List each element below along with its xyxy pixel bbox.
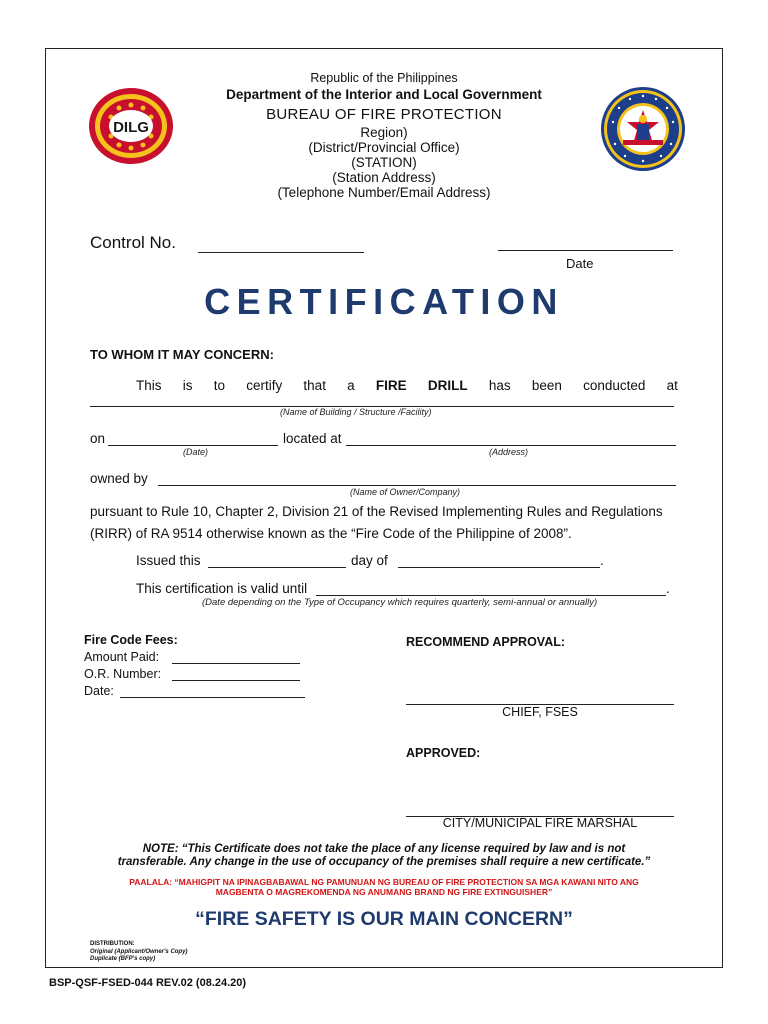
chief-signature-line[interactable] xyxy=(406,690,674,705)
recommend-approval-label: RECOMMEND APPROVAL: xyxy=(406,635,566,649)
amount-paid-label: Amount Paid: xyxy=(84,650,160,664)
address-field[interactable] xyxy=(346,432,676,446)
building-name-field[interactable] xyxy=(90,394,674,407)
period: . xyxy=(666,581,670,596)
header-department: Department of the Interior and Local Government xyxy=(226,87,542,102)
rirr-text: (RIRR) of RA 9514 otherwise known as the “Fire Code of the Philippine of 2008”. xyxy=(90,526,572,541)
owner-field[interactable] xyxy=(158,472,676,486)
paalala-line-1: PAALALA: “MAHIGPIT NA IPINAGBABAWAL NG PAMUNUAN NG BUREAU OF FIRE PROTECTION SA MGA KAWANI NITO ANG xyxy=(129,877,639,887)
word-drill: DRILL xyxy=(427,378,468,393)
fee-date-field[interactable] xyxy=(120,684,305,698)
pursuant-text: pursuant to Rule 10, Chapter 2, Division 21 of the Revised Implementing Rules and Regulations xyxy=(90,504,663,519)
valid-until-label: This certification is valid until xyxy=(136,581,308,596)
header-region: Region) xyxy=(360,125,408,140)
note-line-1: NOTE: “This Certificate does not take the place of any license required by law and is not xyxy=(142,843,626,855)
distribution-duplicate: Duplicate (BFP's copy) xyxy=(90,956,156,962)
word: a xyxy=(347,378,355,393)
distribution-original: Original (Applicant/Owner's Copy) xyxy=(90,949,188,955)
owned-by-label: owned by xyxy=(90,471,148,486)
slogan: “FIRE SAFETY IS OUR MAIN CONCERN” xyxy=(195,908,573,930)
header-bureau: BUREAU OF FIRE PROTECTION xyxy=(266,106,502,123)
valid-until-field[interactable] xyxy=(316,582,666,596)
approved-label: APPROVED: xyxy=(406,746,481,760)
word: conducted xyxy=(583,378,646,393)
building-caption: (Name of Building / Structure /Facility) xyxy=(280,407,432,417)
certify-line xyxy=(136,378,678,393)
note-line-2: transferable. Any change in the use of occupancy of the premises shall require a new certificate.” xyxy=(117,856,651,868)
marshal-title: CITY/MUNICIPAL FIRE MARSHAL xyxy=(442,816,638,830)
word: been xyxy=(531,378,562,393)
owner-caption: (Name of Owner/Company) xyxy=(350,487,461,497)
fee-date-label: Date: xyxy=(84,684,114,698)
on-label: on xyxy=(90,431,106,446)
header-contact: (Telephone Number/Email Address) xyxy=(277,185,491,200)
date-caption: (Date) xyxy=(183,447,209,457)
word-fire: FIRE xyxy=(375,378,407,393)
valid-caption: (Date depending on the Type of Occupancy which requires quarterly, semi-annual or annually) xyxy=(202,597,598,608)
form-code: BSP-QSF-FSED-044 REV.02 (08.24.20) xyxy=(49,977,247,989)
word: to xyxy=(213,378,225,393)
date-field[interactable] xyxy=(498,235,673,251)
chief-title: CHIEF, FSES xyxy=(502,705,578,719)
header-station-address: (Station Address) xyxy=(332,170,436,185)
address-caption: (Address) xyxy=(489,447,529,457)
issued-this-label: Issued this xyxy=(136,553,201,568)
word: is xyxy=(182,378,193,393)
issued-day-field[interactable] xyxy=(208,554,346,568)
drill-date-field[interactable] xyxy=(108,432,278,446)
date-label: Date xyxy=(566,256,594,271)
located-at-label: located at xyxy=(283,431,342,446)
control-no-field[interactable] xyxy=(198,235,364,253)
word: that xyxy=(303,378,326,393)
period: . xyxy=(600,553,604,568)
or-number-field[interactable] xyxy=(172,667,300,681)
word: at xyxy=(666,378,678,393)
marshal-signature-line[interactable] xyxy=(406,802,674,817)
or-number-label: O.R. Number: xyxy=(84,667,162,681)
header-district: (District/Provincial Office) xyxy=(308,140,460,155)
amount-paid-field[interactable] xyxy=(172,650,300,664)
salutation: TO WHOM IT MAY CONCERN: xyxy=(90,347,274,362)
header-station: (STATION) xyxy=(351,155,417,170)
dilg-logo-text: DILG xyxy=(113,119,149,136)
word: This xyxy=(136,378,162,393)
paalala-line-2: MAGBENTA O MAGREKOMENDA NG ANUMANG BRAND NG FIRE EXTINGUISHER” xyxy=(215,887,553,897)
certification-title: CERTIFICATION xyxy=(204,281,564,322)
word: has xyxy=(488,378,511,393)
day-of-label: day of xyxy=(351,553,388,568)
header-republic: Republic of the Philippines xyxy=(310,71,458,85)
control-no-label: Control No. xyxy=(90,233,176,252)
issued-month-field[interactable] xyxy=(398,554,600,568)
fees-title: Fire Code Fees: xyxy=(84,633,178,647)
distribution-title: DISTRIBUTION: xyxy=(90,941,135,947)
word: certify xyxy=(246,378,283,393)
